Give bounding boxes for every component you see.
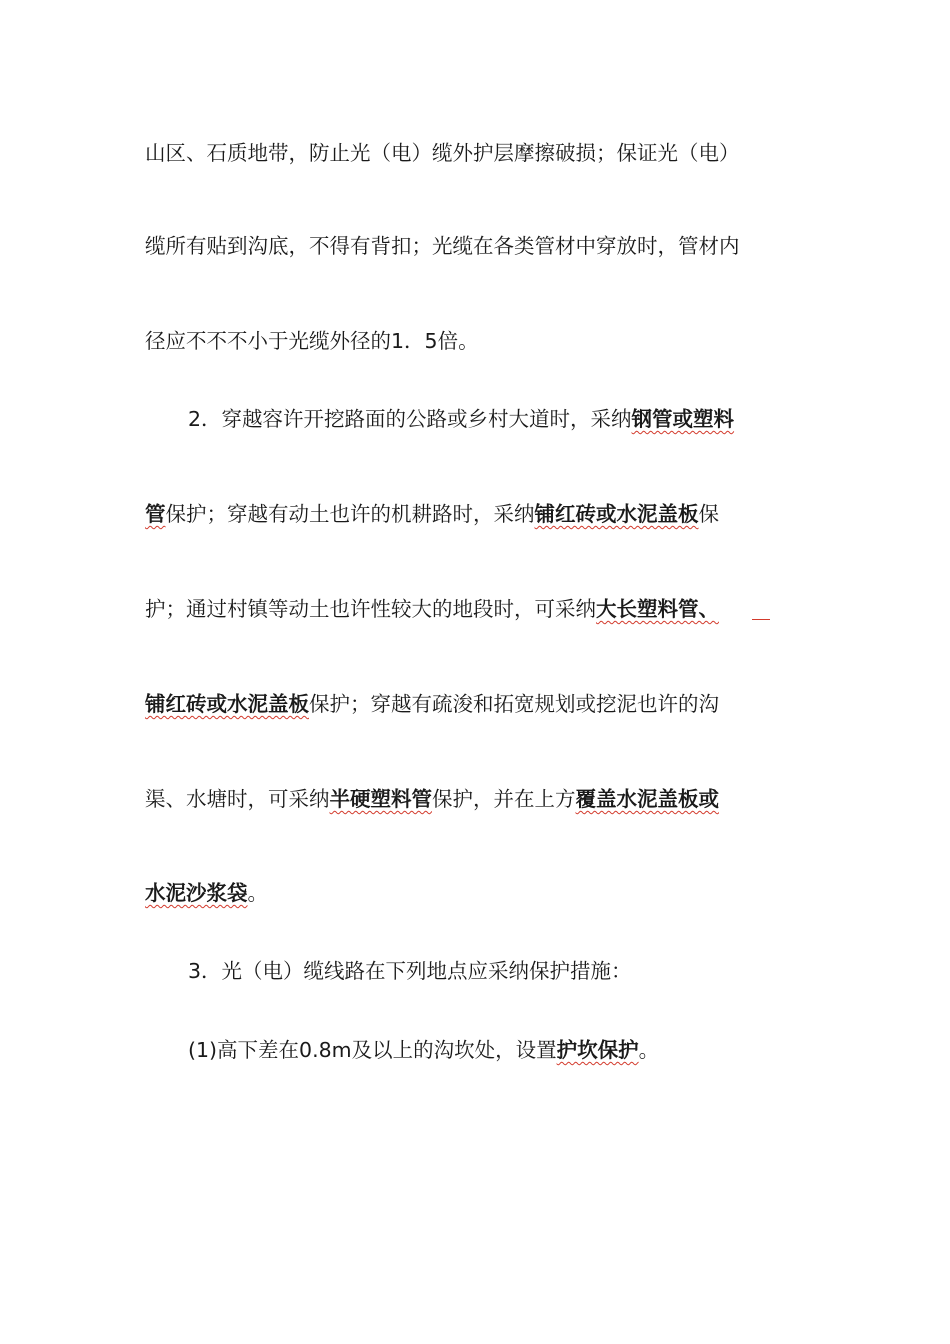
paragraph-line-3: 径应不不不小于光缆外径的1．5倍。 [145, 329, 479, 353]
emphasized-term: 大长塑料管、 [596, 597, 719, 621]
paragraph-line-2: 缆所有贴到沟底，不得有背扣；光缆在各类管材中穿放时，管材内 [145, 234, 740, 258]
text-run: (1)高下差在0.8m及以上的沟坎处，设置 [188, 1038, 557, 1062]
emphasized-term: 铺红砖或水泥盖板 [534, 502, 699, 526]
text-run: 保 [698, 502, 719, 526]
emphasized-term: 水泥沙浆袋 [145, 881, 248, 905]
text-run: 2．穿越容许开挖路面的公路或乡村大道时，采纳 [188, 407, 632, 431]
paragraph-line-11 [188, 1030, 848, 1070]
emphasized-term: 半硬塑料管 [329, 787, 432, 811]
paragraph-line-7 [145, 684, 805, 724]
text-run: 护；通过村镇等动土也许性较大的地段时，可采纳 [145, 597, 596, 621]
emphasized-term: 铺红砖或水泥盖板 [145, 692, 309, 716]
emphasized-term: 管 [145, 502, 166, 526]
text-run: 。 [247, 881, 268, 905]
text-run: 保护，并在上方 [432, 787, 576, 811]
text-run: 。 [638, 1038, 660, 1062]
paragraph-line-10: 3．光（电）缆线路在下列地点应采纳保护措施： [188, 959, 632, 983]
text-run: 渠、水塘时，可采纳 [145, 787, 330, 811]
emphasized-term: 覆盖水泥盖板或 [575, 787, 719, 811]
paragraph-line-8 [145, 779, 805, 819]
paragraph-line-4 [188, 399, 848, 439]
paragraph-line-5 [145, 494, 805, 534]
paragraph-line-1: 山区、石质地带，防止光（电）缆外护层摩擦破损；保证光（电） [145, 141, 740, 165]
text-run: 保护；穿越有动土也许的机耕路时，采纳 [165, 502, 535, 526]
emphasized-term: 钢管或塑料 [631, 407, 735, 431]
paragraph-line-6 [145, 589, 805, 629]
text-run: 保护；穿越有疏浚和拓宽规划或挖泥也许的沟 [309, 692, 719, 716]
paragraph-line-9 [145, 873, 805, 913]
emphasized-term: 护坎保护 [556, 1038, 639, 1062]
spellcheck-underline [752, 619, 770, 620]
